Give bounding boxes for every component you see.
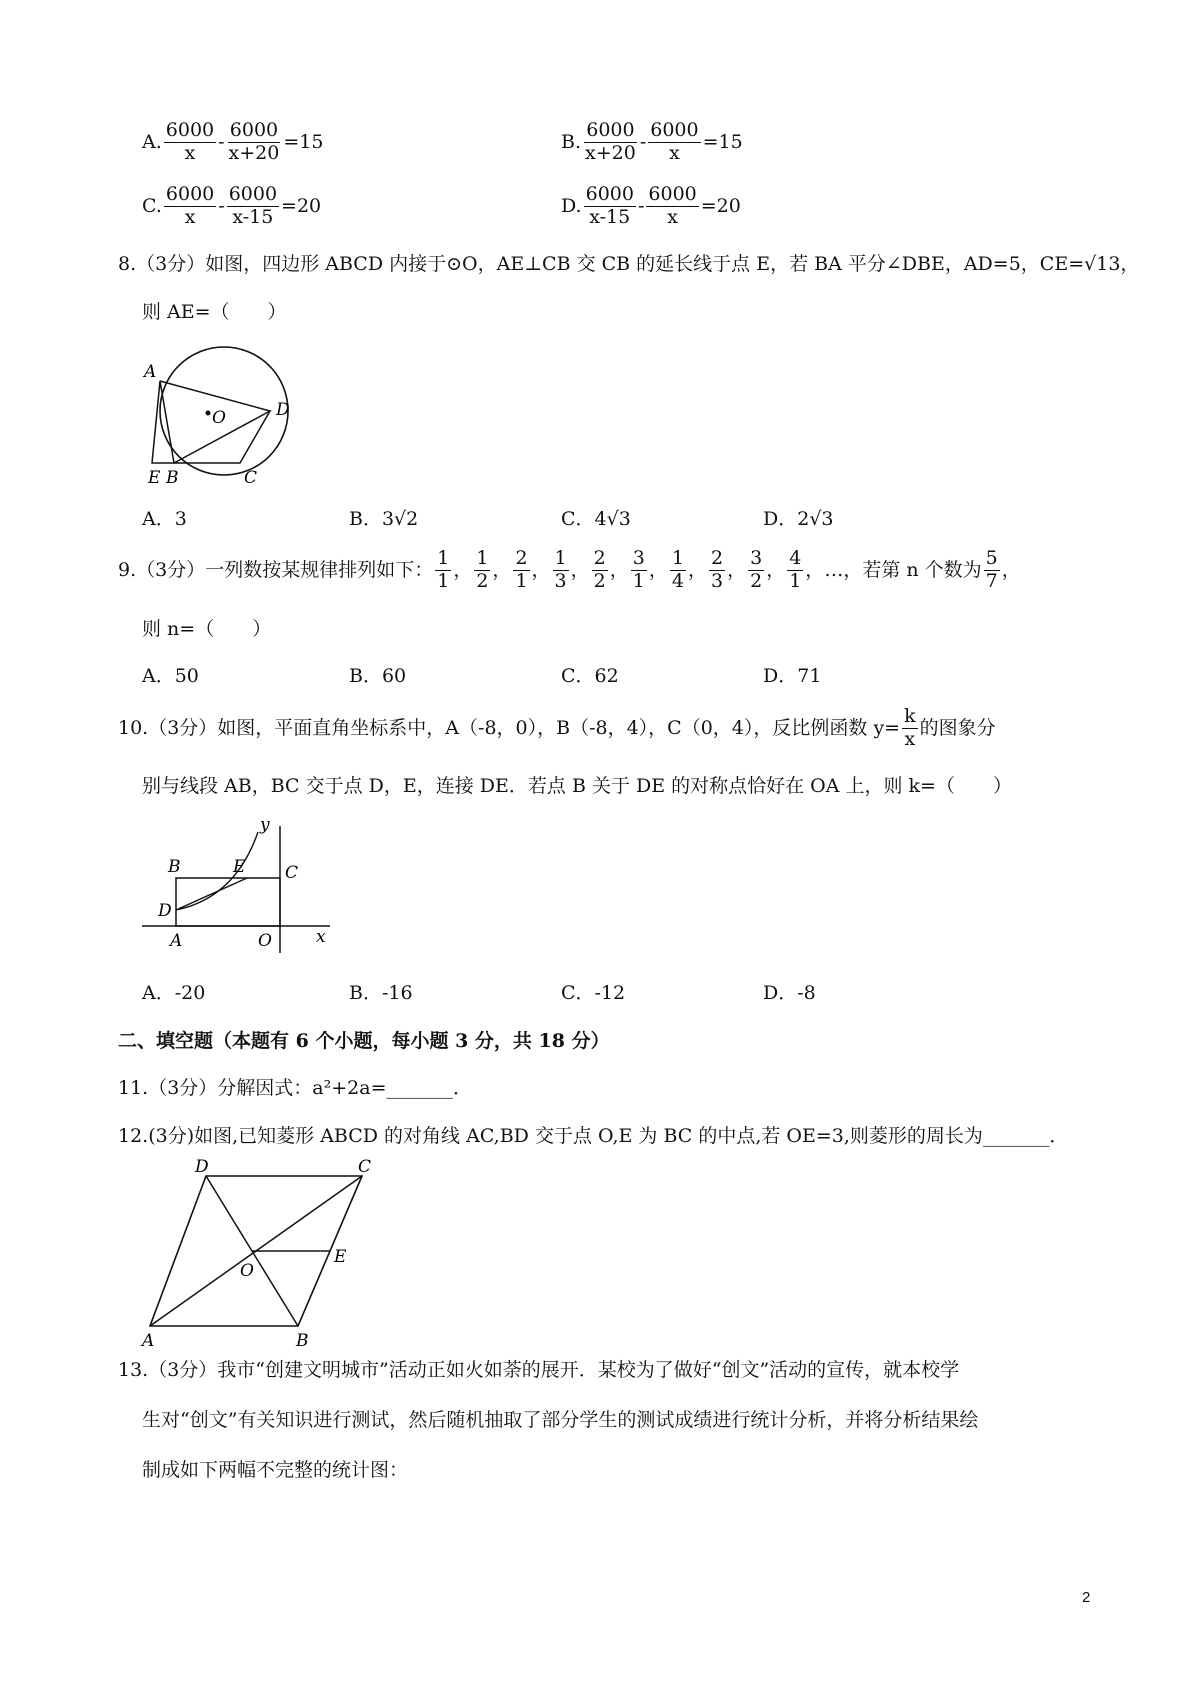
label-e: E (334, 1247, 347, 1267)
q12-stem: 12.(3分)如图,已知菱形 ABCD 的对角线 AC,BD 交于点 O,E 为 BC 的中点,若 OE=3,则菱形的周长为_______． (118, 1125, 1069, 1147)
rhs: =15 (702, 130, 743, 153)
numerator: 3 (750, 547, 763, 569)
sequence-fraction (787, 548, 803, 593)
q8-figure (140, 345, 310, 490)
label-y: y (260, 818, 270, 835)
numerator: 2 (710, 547, 724, 569)
numerator: 6000 (165, 183, 215, 205)
q10-figure (140, 818, 340, 960)
numerator: 6000 (586, 119, 635, 141)
q9-option-d: D．71 (763, 665, 822, 687)
sequence-fraction (709, 548, 725, 593)
q13-line2: 生对“创文”有关知识进行测试，然后随机抽取了部分学生的测试成绩进行统计分析，并将分析结果绘 (142, 1409, 979, 1431)
fraction (164, 184, 216, 229)
option-label: D. (561, 194, 582, 217)
q10-option-a: A．-20 (142, 982, 206, 1004)
q13-line3: 制成如下两幅不完整的统计图： (142, 1459, 409, 1481)
numerator: 5 (985, 547, 998, 569)
q10-option-c: C．-12 (561, 982, 626, 1004)
q9-option-b: B．60 (349, 665, 407, 687)
option-label: B. (561, 130, 582, 153)
denominator: x+20 (585, 141, 636, 164)
q7-option-a: A. $\frac{6000}{x}$ - $\frac{6000}{x+20}$ =15 (142, 119, 324, 164)
q8-option-b: B．3√2 (349, 508, 419, 530)
label-c: C (358, 1158, 372, 1177)
sequence-fraction (670, 548, 686, 593)
denominator: x-15 (589, 205, 631, 228)
label-d: D (276, 400, 290, 420)
fraction (902, 706, 918, 751)
sequence-fraction (631, 548, 647, 593)
denominator: 1 (632, 569, 645, 592)
fraction (583, 120, 638, 165)
numerator: 6000 (229, 119, 279, 141)
label-b: B (166, 468, 179, 488)
q7-option-c: C. $\frac{6000}{x}$ - $\frac{6000}{x-15}$ =20 (142, 183, 322, 228)
option-label: C. (142, 194, 162, 217)
numerator: 6000 (585, 183, 634, 205)
numerator: 2 (515, 547, 528, 569)
q8-option-c: C．4√3 (561, 508, 631, 530)
label-o: O (212, 408, 226, 428)
q10-option-d: D．-8 (763, 982, 816, 1004)
q8-option-a: A．3 (142, 508, 187, 530)
quadrilateral (152, 381, 270, 463)
rectangle-abco (176, 878, 280, 926)
q10-stem-tail: 的图象分 (919, 716, 996, 739)
sequence-fraction (474, 548, 490, 593)
q9-stem-text: 9.（3分）一列数按某规律排列如下： (118, 558, 434, 581)
q11: 11.（3分）分解因式：a²+2a=_______． (118, 1077, 473, 1099)
label-o: O (258, 931, 272, 951)
q13-line1: 13.（3分）我市“创建文明城市”活动正如火如荼的展开．某校为了做好“创文”活动的宣传，就本校学 (118, 1359, 960, 1381)
fraction (584, 184, 636, 229)
denominator: x (669, 141, 680, 164)
label-o: O (240, 1261, 254, 1281)
sequence-fraction (592, 548, 608, 593)
rhs: =20 (281, 194, 322, 217)
q7-option-b: B. $\frac{6000}{x+20}$ - $\frac{6000}{x}$ =15 (561, 119, 743, 164)
label-b: B (296, 1331, 309, 1350)
fraction (227, 184, 279, 229)
label-d: D (158, 901, 172, 921)
fraction (648, 120, 700, 165)
denominator: 2 (476, 569, 489, 592)
denominator: 1 (789, 569, 802, 592)
fraction (164, 120, 216, 165)
label-b: B (168, 857, 181, 877)
denominator: 2 (750, 569, 763, 592)
numerator: k (904, 705, 916, 727)
rhs: =20 (700, 194, 741, 217)
numerator: 6000 (165, 119, 215, 141)
q9-stem: 9.（3分）一列数按某规律排列如下： $\frac{1}{1}$ ， $\frac{1}{2}$ ， $\frac{2}{1}$ ， $\frac{1}{3}$ ， $\frac{2}{2}$ ， $\frac{3}{1}$ ， $\frac{1}{4}$ ， $\frac{2}{3}$ ， $\frac{3}{2}$ ， $\frac{4}{1}$ ， …，若第 n 个数为 $\frac{5}{7}$ ， (118, 547, 1021, 592)
q9-option-c: C．62 (561, 665, 619, 687)
q10-stem-text: 10.（3分）如图，平面直角坐标系中，A（-8，0），B（-8，4），C（0，4），反比例函数 y= (118, 716, 901, 739)
numerator: 1 (437, 547, 450, 569)
fraction (227, 120, 282, 165)
label-c: C (244, 468, 258, 488)
page-number: 2 (1082, 1589, 1091, 1606)
q9-line2: 则 n=（ ） (142, 618, 272, 640)
label-a: A (144, 362, 157, 382)
q8-stem: 8.（3分）如图，四边形 ABCD 内接于⊙O，AE⊥CB 交 CB 的延长线于点 E，若 BA 平分∠DBE，AD=5，CE=√13， (118, 253, 1140, 275)
q8-option-d: D．2√3 (763, 508, 834, 530)
numerator: 1 (671, 547, 684, 569)
denominator: 2 (593, 569, 606, 592)
q8-line2: 则 AE=（ ） (142, 301, 287, 323)
q7-option-d: D. $\frac{6000}{x-15}$ - $\frac{6000}{x}$ =20 (561, 183, 741, 228)
numerator: 1 (554, 547, 567, 569)
denominator: x-15 (232, 205, 274, 228)
denominator: 3 (554, 569, 567, 592)
q10-stem (118, 706, 996, 751)
label-e: E (233, 857, 246, 877)
q12-figure (140, 1158, 380, 1350)
sequence: $\frac{1}{1}$ ， $\frac{1}{2}$ ， $\frac{2}{1}$ ， $\frac{1}{3}$ ， $\frac{2}{2}$ ， $\frac{3}{1}$ ， $\frac{1}{4}$ ， $\frac{2}{3}$ ， $\frac{3}{2}$ ， $\frac{4}{1}$ ， (437, 547, 825, 592)
numerator: 4 (789, 547, 802, 569)
denominator: 3 (710, 569, 724, 592)
sequence-fraction (435, 548, 451, 593)
sequence-fraction (513, 548, 529, 593)
sequence-fraction (748, 548, 764, 593)
center-dot (206, 411, 211, 416)
denominator: 4 (671, 569, 684, 592)
label-c: C (285, 863, 299, 883)
section-heading: 二、填空题（本题有 6 个小题，每小题 3 分，共 18 分） (118, 1030, 610, 1052)
label-x: x (316, 927, 326, 947)
label-a: A (170, 931, 183, 951)
denominator: 7 (985, 569, 998, 592)
denominator: x+20 (228, 141, 280, 164)
option-label: A. (142, 130, 162, 153)
q9-option-a: A．50 (142, 665, 199, 687)
numerator: 6000 (648, 183, 697, 205)
label-d: D (195, 1158, 209, 1177)
label-a: A (142, 1331, 155, 1350)
label-e: E (148, 468, 161, 488)
fraction (646, 184, 698, 229)
numerator: 6000 (228, 183, 278, 205)
numerator: 6000 (650, 119, 699, 141)
numerator: 2 (593, 547, 606, 569)
target-fraction (984, 548, 1000, 593)
q10-option-b: B．-16 (349, 982, 413, 1004)
denominator: x (667, 205, 678, 228)
q9-tail: …，若第 n 个数为 (824, 558, 982, 581)
sequence-fraction (553, 548, 569, 593)
denominator: x (904, 727, 916, 750)
denominator: 1 (515, 569, 528, 592)
numerator: 3 (632, 547, 645, 569)
rhs: =15 (283, 130, 324, 153)
denominator: x (184, 205, 196, 228)
hyperbola (176, 832, 258, 910)
denominator: x (184, 141, 196, 164)
segment-de (176, 878, 247, 910)
numerator: 1 (476, 547, 489, 569)
q10-line2: 别与线段 AB，BC 交于点 D，E，连接 DE．若点 B 关于 DE 的对称点恰好在 OA 上，则 k=（ ） (142, 775, 1012, 797)
denominator: 1 (437, 569, 450, 592)
